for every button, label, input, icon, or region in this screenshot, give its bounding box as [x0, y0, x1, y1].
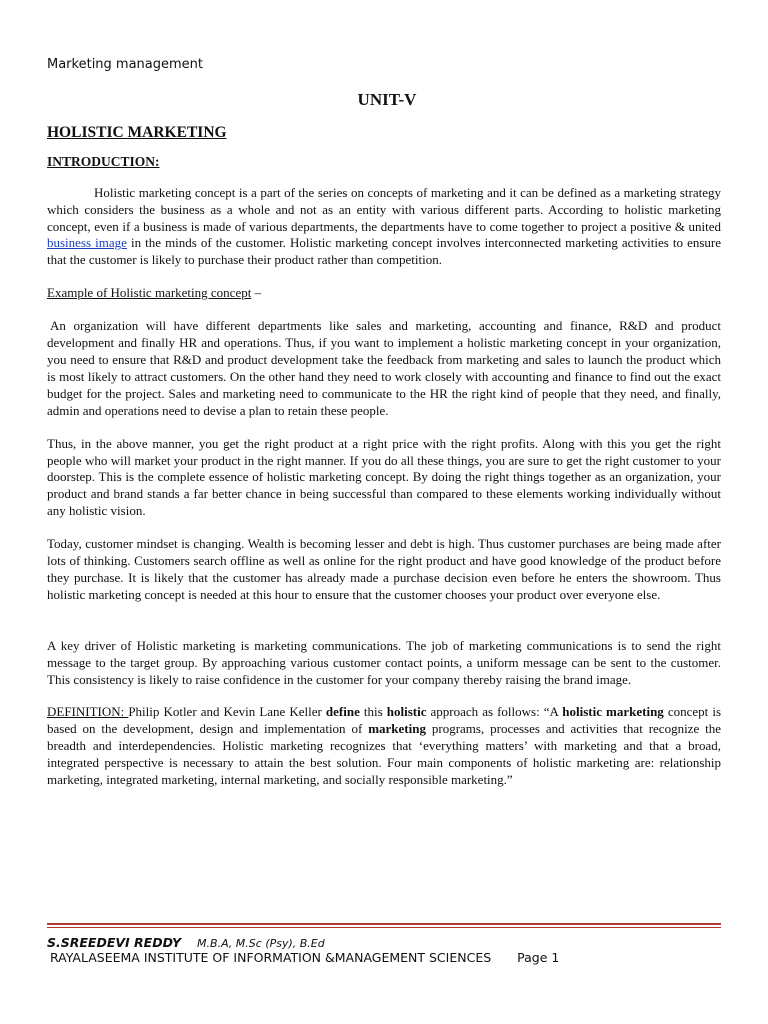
author-degrees: M.B.A, M.Sc (Psy), B.Ed: [197, 937, 325, 950]
section-title: HOLISTIC MARKETING: [47, 123, 227, 141]
business-image-link[interactable]: business image: [47, 235, 127, 251]
footer-divider-thick: [47, 923, 721, 925]
definition-bold-define: define: [325, 704, 360, 720]
definition-bold-holistic: holistic: [386, 704, 427, 720]
example-heading: Example of Holistic marketing concept: [47, 285, 252, 301]
footer-author-line: [47, 935, 325, 950]
intro-heading: INTRODUCTION:: [47, 153, 160, 169]
definition-text-4: concept is based on the development, design and implementation of: [47, 704, 722, 737]
paragraph-communications: A key driver of Holistic marketing is marketing communications. The job of marketing communications is to send the right message to the target group. By approaching various customer contact points, a uniform message can be sent to the customer. This consistency is likely to raise confidence in the customer for your company thereby raising the brand image.: [47, 637, 721, 687]
paragraph-customer-mindset: Today, customer mindset is changing. Wealth is becoming lesser and debt is high. Thus customer purchases are being made after lots of thinking. Customers search offline as well as online for the right product and have good knowledge of the product before they purchase. It is likely that the customer has already made a purchase decision even before he enters the showroom. Thus holistic marketing concept is needed at this hour to ensure that the customer chooses your product over everyone else.: [47, 536, 721, 602]
unit-title: UNIT-V: [357, 90, 417, 109]
spacer: [47, 620, 721, 638]
intro-paragraph: [47, 185, 721, 270]
paragraph-departments: An organization will have different departments like sales and marketing, accounting and finance, R&D and product development and finally HR and operations. Thus, if you want to implement a holistic marketing concept in your organization, you need to ensure that R&D and product development take the feedback from marketing and sales to launch the product which is most likely to attract customers. On the other hand they need to work closely with accounting and finance to find out the exact budget for the project. Sales and marketing need to communicate to the HR the right kind of people that they need, and finally, admin and operations need to devise a plan to retain these people.: [47, 318, 721, 418]
intro-text-end: in the minds of the customer. Holistic marketing concept involves interconnected marketing activities to ensure that the customer is likely to purchase their product rather than competition.: [47, 235, 722, 268]
definition-text-3: approach as follows: “A: [426, 704, 563, 720]
institute-name: RAYALASEEMA INSTITUTE OF INFORMATION &MANAGEMENT SCIENCES: [50, 950, 492, 965]
footer-divider-thin: [47, 927, 721, 928]
document-body: [47, 92, 721, 805]
definition-text-2: this: [359, 704, 387, 720]
definition-label: DEFINITION:: [47, 704, 129, 720]
page-number: Page 1: [517, 950, 560, 965]
footer-institute-line: [50, 950, 559, 965]
definition-bold-marketing: marketing: [368, 721, 426, 737]
example-heading-suffix: –: [251, 285, 262, 301]
paragraph-right-product: Thus, in the above manner, you get the right product at a right price with the right profits. Along with this you get the right people who will market your product in the right manner. If you do all these things, you are sure to get the right customer to your doorstep. This is the complete essence of holistic marketing concept. By doing the right things together as an organization, your product and brand stands a far better chance in being successful than compared to these elements working individually without any holistic vision.: [47, 435, 721, 519]
running-header: Marketing management: [47, 57, 204, 72]
definition-text-1: Philip Kotler and Kevin Lane Keller: [128, 704, 326, 720]
definition-paragraph: [47, 704, 721, 789]
example-heading-line: [47, 285, 721, 302]
author-name: S.SREEDEVI REDDY: [47, 935, 182, 950]
intro-text-start: Holistic marketing concept is a part of the series on concepts of marketing and it can be defined as a marketing strategy which considers the business as a whole and not as an entity with various different parts. According to holistic marketing concept, even if a business is made of various departments, the departments have to come together to project a positive & united: [47, 184, 721, 234]
definition-text-5: programs, processes and activities that recognize the breadth and interdependencies. Holistic marketing recognizes that ‘everything matters’ with marketing and that a broad, integrated perspective is necessary to attain the best solution. Four main components of holistic marketing are: relationship marketing, integrated marketing, internal marketing, and socially responsible marketing.”: [47, 721, 721, 788]
definition-bold-holistic-marketing: holistic marketing: [562, 704, 664, 720]
